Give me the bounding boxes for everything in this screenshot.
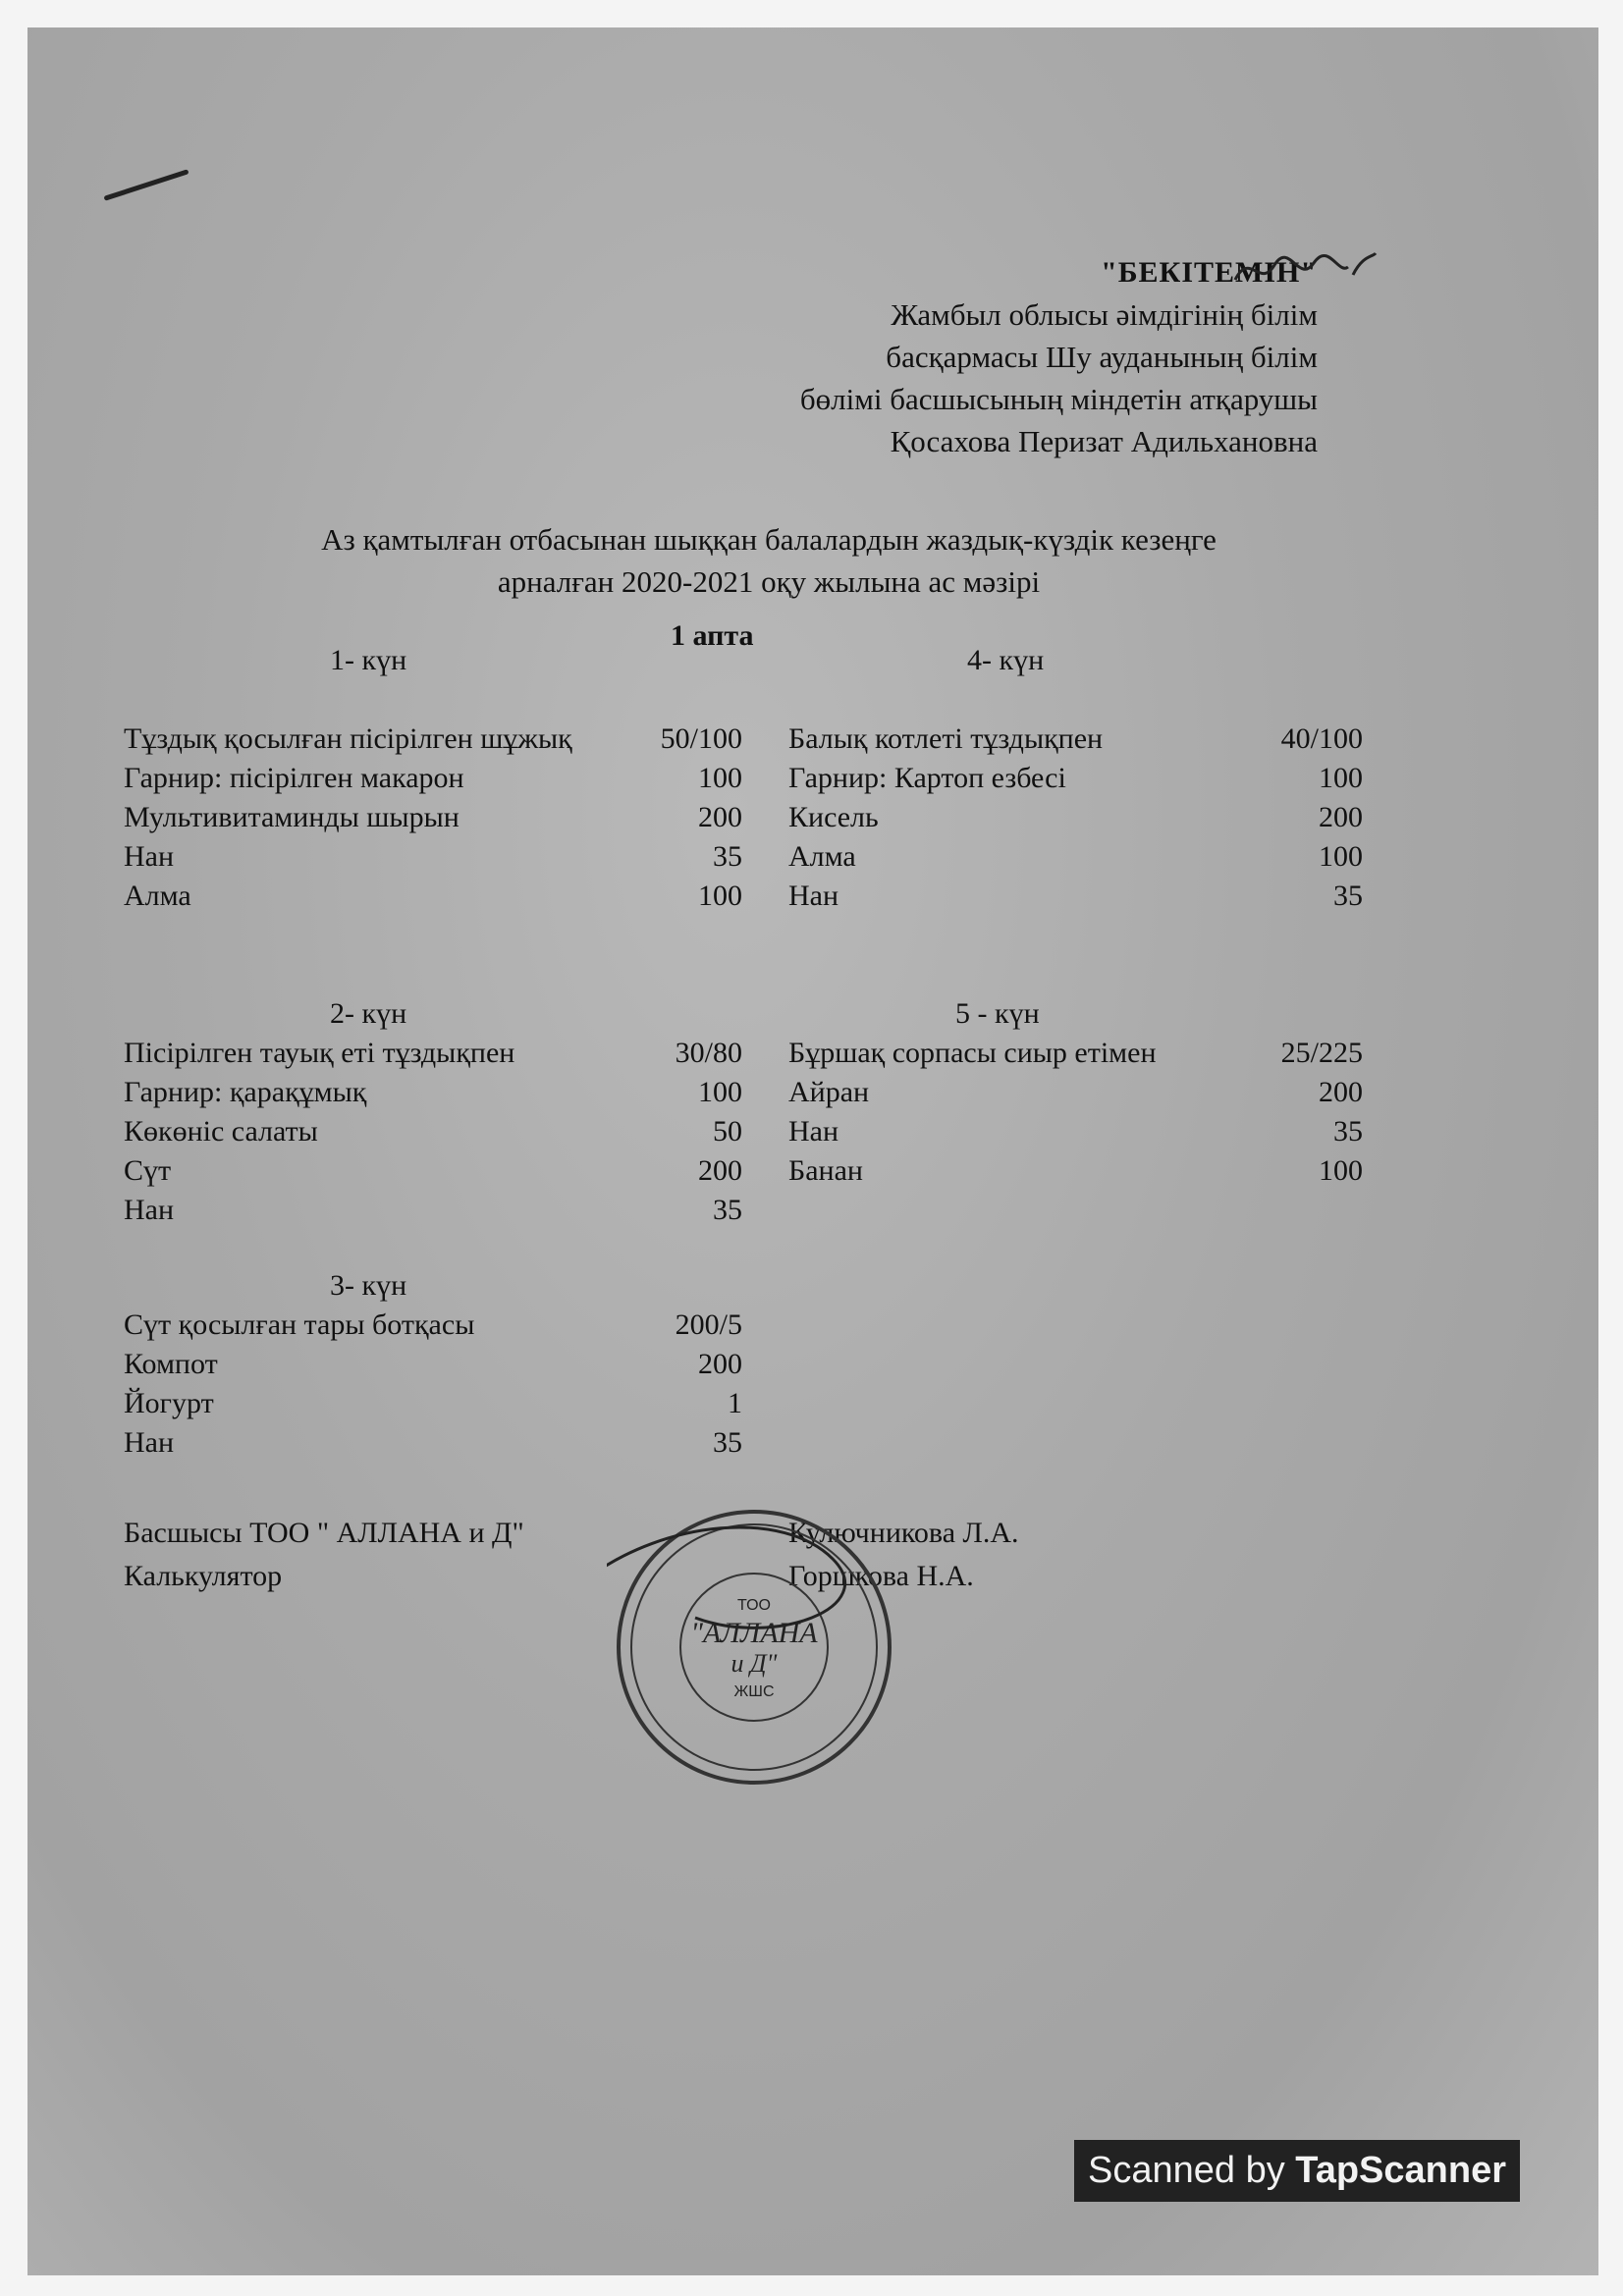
item-amount: 35 [713, 1426, 742, 1459]
menu-item [124, 1306, 742, 1345]
item-name: Кисель [788, 801, 879, 833]
item-name: Көкөніс салаты [124, 1115, 318, 1148]
approval-line-2: басқармасы Шу ауданының білім [886, 340, 1318, 374]
item-name: Нан [788, 880, 839, 912]
menu-item [124, 1034, 742, 1073]
menu-item [124, 798, 742, 837]
menu-item [124, 877, 742, 916]
item-amount: 100 [1319, 840, 1363, 873]
item-amount: 100 [1319, 1154, 1363, 1187]
company-stamp [607, 1500, 901, 1794]
menu-item [124, 720, 742, 759]
menu-item [788, 837, 1363, 877]
calculator-label: Калькулятор [124, 1560, 283, 1592]
watermark-prefix: Scanned by [1088, 2150, 1296, 2191]
item-amount: 1 [728, 1387, 742, 1419]
approval-heading: "БЕКІТЕМІН" [1101, 256, 1318, 289]
menu-item [124, 1384, 742, 1423]
stamp-center-name: "АЛЛАНА [690, 1617, 818, 1649]
day-title: 5 - күн [955, 997, 1040, 1030]
menu-item [124, 1073, 742, 1112]
item-name: Алма [788, 840, 856, 873]
stamp-center-type: ЖШС [733, 1683, 775, 1700]
pen-mark [103, 169, 189, 201]
menu-item [788, 720, 1363, 759]
menu-item [124, 837, 742, 877]
document-title [204, 518, 1333, 603]
item-amount: 200 [698, 1348, 742, 1380]
director-name: Кулючникова Л.А. [788, 1517, 1019, 1549]
day-5-menu [788, 994, 1363, 1191]
item-amount: 200 [698, 801, 742, 833]
item-amount: 50 [713, 1115, 742, 1148]
stamp-center-top: ТОО [737, 1597, 771, 1614]
menu-item [788, 759, 1363, 798]
menu-item [124, 1112, 742, 1151]
approval-line-3: бөлімі басшысының міндетін атқарушы [799, 382, 1318, 416]
stamp-center-sub: и Д" [730, 1649, 778, 1678]
item-name: Айран [788, 1076, 870, 1108]
item-name: Компот [124, 1348, 218, 1380]
document-title-line-2: арналған 2020-2021 оқу жылына ас мәзірі [497, 564, 1041, 599]
day-4-menu [788, 641, 1363, 916]
menu-item [124, 1191, 742, 1230]
item-amount: 200 [1319, 801, 1363, 833]
calculator-name: Горшкова Н.А. [788, 1560, 974, 1592]
day-title: 4- күн [967, 644, 1045, 676]
approval-line-4: Қосахова Перизат Адильхановна [890, 424, 1318, 458]
item-amount: 200 [1319, 1076, 1363, 1108]
day-title: 3- күн [330, 1269, 407, 1302]
item-amount: 100 [698, 880, 742, 912]
item-amount: 100 [698, 1076, 742, 1108]
item-amount: 100 [698, 762, 742, 794]
item-amount: 35 [713, 840, 742, 873]
item-name: Йогурт [124, 1387, 214, 1419]
item-amount: 35 [713, 1194, 742, 1226]
item-amount: 50/100 [660, 722, 742, 755]
day-2-menu [124, 994, 742, 1230]
menu-item [124, 1423, 742, 1463]
day-3-menu [124, 1266, 742, 1463]
document-title-line-1: Аз қамтылған отбасынан шыққан балалардын жаздық-күздік кезеңге [321, 522, 1217, 557]
menu-item [788, 1112, 1363, 1151]
item-amount: 35 [1333, 880, 1363, 912]
menu-item [788, 1151, 1363, 1191]
item-name: Нан [124, 840, 175, 873]
handwritten-signature [1230, 245, 1378, 294]
menu-item [788, 798, 1363, 837]
item-name: Пісірілген тауық еті тұздықпен [124, 1037, 515, 1069]
item-name: Нан [788, 1115, 839, 1148]
item-name: Мультивитаминды шырын [124, 801, 460, 833]
item-name: Сүт қосылған тары ботқасы [124, 1308, 475, 1341]
item-name: Гарнир: Картоп езбесі [788, 762, 1066, 794]
item-amount: 25/225 [1280, 1037, 1363, 1069]
item-amount: 100 [1319, 762, 1363, 794]
footer-left [124, 1512, 524, 1598]
menu-item [788, 1034, 1363, 1073]
day-1-menu [124, 641, 742, 916]
item-name: Нан [124, 1426, 175, 1459]
item-amount: 35 [1333, 1115, 1363, 1148]
item-name: Банан [788, 1154, 863, 1187]
item-name: Гарнир: қарақұмық [124, 1076, 367, 1108]
director-label: Басшысы ТОО " АЛЛАНА и Д" [124, 1517, 524, 1549]
item-amount: 30/80 [675, 1037, 742, 1069]
signature-stroke [607, 1527, 845, 1628]
menu-item [788, 877, 1363, 916]
day-title: 1- күн [330, 644, 407, 676]
item-name: Сүт [124, 1154, 172, 1187]
item-name: Нан [124, 1194, 175, 1226]
item-name: Тұздық қосылған пісірілген шұжық [124, 722, 572, 755]
menu-item [124, 1345, 742, 1384]
item-name: Гарнир: пісірілген макарон [124, 762, 464, 794]
week-label: 1 апта [671, 619, 754, 652]
scanned-page [27, 27, 1598, 2275]
item-amount: 200 [698, 1154, 742, 1187]
menu-item [788, 1073, 1363, 1112]
item-amount: 200/5 [675, 1308, 742, 1341]
menu-item [124, 759, 742, 798]
day-title: 2- күн [330, 997, 407, 1030]
item-name: Балық котлеті тұздықпен [788, 722, 1104, 755]
approval-line-1: Жамбыл облысы әімдігінің білім [891, 297, 1318, 332]
watermark-brand: TapScanner [1295, 2150, 1506, 2191]
menu-item [124, 1151, 742, 1191]
item-name: Алма [124, 880, 191, 912]
item-amount: 40/100 [1280, 722, 1363, 755]
scanner-watermark [1074, 2140, 1520, 2202]
item-name: Бұршақ сорпасы сиыр етімен [788, 1037, 1157, 1069]
